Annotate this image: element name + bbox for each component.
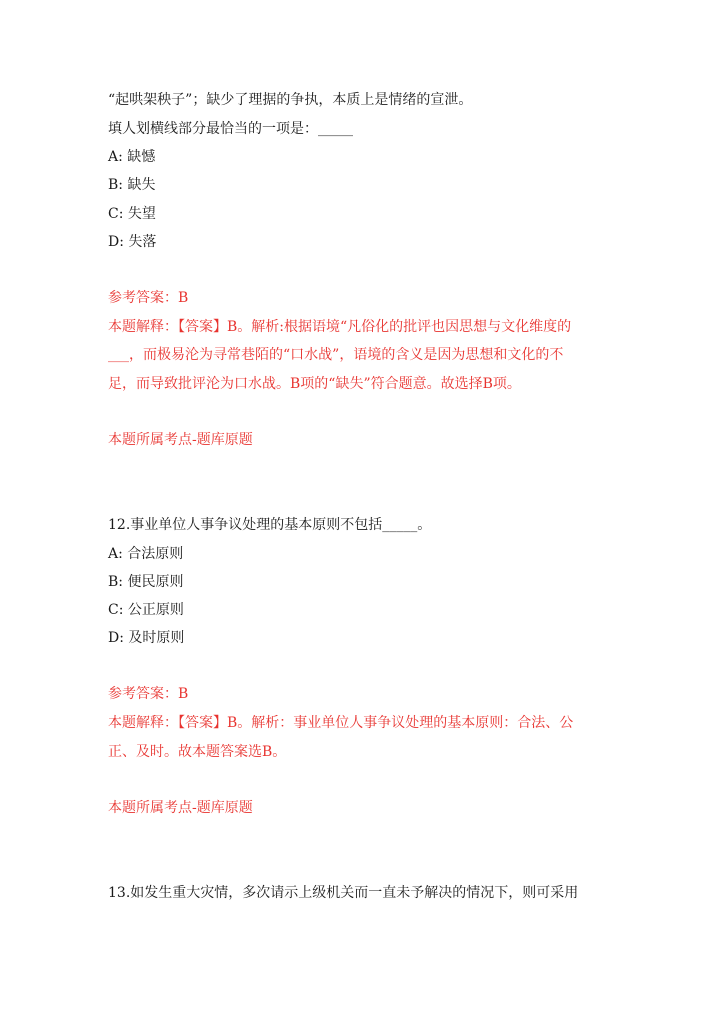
question-12-stem: 12.事业单位人事争议处理的基本原则不包括_____。 bbox=[108, 517, 432, 533]
question-source: 本题所属考点-题库原题 bbox=[108, 800, 253, 816]
explanation-line-2: ___，而极易沦为寻常巷陌的“口水战”，语境的含义是因为思想和文化的不 bbox=[108, 347, 564, 363]
explanation-line-2: 正、及时。故本题答案选B。 bbox=[108, 744, 287, 760]
question-prompt: 填人划横线部分最恰当的一项是：_____ bbox=[108, 121, 353, 137]
reference-answer: 参考答案：B bbox=[108, 686, 189, 702]
question-source: 本题所属考点-题库原题 bbox=[108, 432, 253, 448]
explanation-line-1: 本题解释：【答案】B。解析:根据语境“凡俗化的批评也因思想与文化维度的 bbox=[108, 319, 572, 335]
option-a: A: 合法原则 bbox=[108, 546, 184, 562]
explanation-line-3: 足，而导致批评沦为口水战。B项的“缺失”符合题意。故选择B项。 bbox=[108, 376, 521, 392]
option-d: D: 及时原则 bbox=[108, 630, 185, 646]
option-c: C: 公正原则 bbox=[108, 602, 184, 618]
question-13-stem: 13.如发生重大灾情，多次请示上级机关而一直未予解决的情况下，则可采用 bbox=[108, 885, 579, 901]
option-b: B: 缺失 bbox=[108, 177, 156, 193]
explanation-line-1: 本题解释：【答案】B。解析：事业单位人事争议处理的基本原则：合法、公 bbox=[108, 715, 574, 731]
reference-answer: 参考答案：B bbox=[108, 290, 189, 306]
option-d: D: 失落 bbox=[108, 234, 157, 250]
option-b: B: 便民原则 bbox=[108, 574, 184, 590]
question-stem-continued: “起哄架秧子”；缺少了理据的争执，本质上是情绪的宣泄。 bbox=[108, 92, 473, 108]
option-a: A: 缺憾 bbox=[108, 149, 156, 165]
option-c: C: 失望 bbox=[108, 206, 156, 222]
